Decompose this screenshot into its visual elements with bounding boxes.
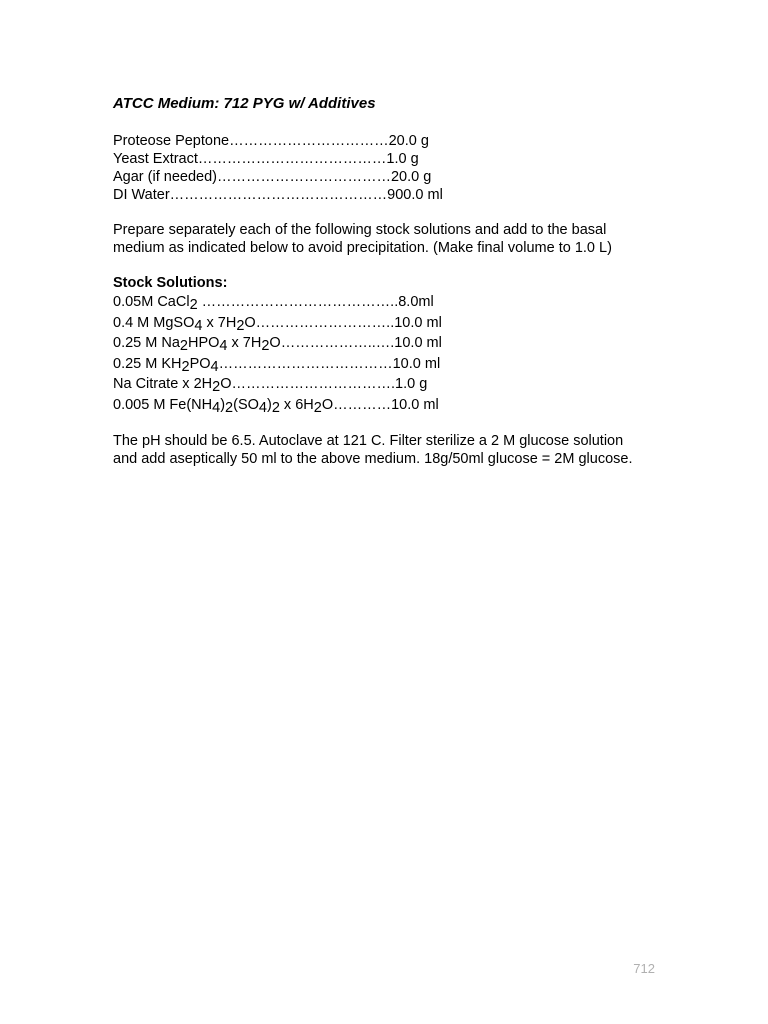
formula-subscript: 2	[181, 358, 190, 375]
formula-subscript: 4	[194, 317, 203, 334]
formula-text: 0.25 M KH	[113, 355, 182, 372]
formula-text: O	[244, 314, 256, 331]
formula-text: O	[220, 376, 232, 392]
notes-paragraph	[113, 432, 673, 468]
formula-text: )	[220, 396, 226, 413]
ingredient-amount: 20.0 g	[390, 169, 432, 185]
ingredient-name: Proteose Peptone	[113, 133, 230, 149]
stock-line	[113, 292, 673, 313]
stock-name	[113, 335, 281, 354]
leader-dots: ………………………..	[255, 314, 395, 331]
leader-dots: ………………………………	[216, 169, 391, 185]
formula-text: x 7H	[227, 335, 262, 351]
ingredient-line	[113, 186, 673, 204]
stock-solutions-heading: Stock Solutions:	[113, 275, 228, 291]
formula-subscript: 4	[258, 399, 267, 416]
formula-subscript: 2	[261, 338, 270, 354]
instructions-line: Prepare separately each of the following stock solutions and add to the basal	[113, 222, 607, 238]
ingredient-amount: 1.0 g	[386, 151, 419, 167]
formula-subscript: 2	[179, 338, 188, 354]
stock-amount: 10.0 ml	[392, 355, 441, 372]
formula-text: )	[266, 396, 272, 413]
document-content	[113, 94, 673, 468]
leader-dots: ………………..….	[280, 335, 395, 351]
ingredient-list	[113, 132, 673, 204]
ingredient-name: Agar (if needed)	[113, 169, 217, 185]
formula-subscript: 2	[313, 399, 322, 416]
stock-amount: 8.0ml	[398, 294, 434, 310]
formula-text: HPO	[187, 335, 220, 351]
page-number: 712	[633, 961, 655, 976]
formula-text: PO	[189, 355, 211, 372]
formula-subscript: 4	[210, 358, 219, 375]
notes-line: and add aseptically 50 ml to the above medium. 18g/50ml glucose = 2M glucose.	[113, 451, 633, 467]
formula-subscript: 2	[189, 297, 198, 313]
stock-name	[113, 314, 256, 334]
stock-amount: 10.0 ml	[391, 396, 439, 413]
formula-subscript: 2	[212, 379, 221, 395]
ingredient-name: Yeast Extract	[113, 151, 198, 167]
ingredient-name: DI Water	[113, 187, 170, 203]
formula-text: Na Citrate x 2H	[113, 376, 213, 392]
formula-text: 0.4 M MgSO	[113, 314, 195, 331]
instructions-paragraph	[113, 221, 673, 257]
formula-text: 0.05M CaCl	[113, 294, 190, 310]
stock-line	[113, 313, 673, 334]
formula-subscript: 2	[271, 399, 280, 416]
leader-dots: ………………………………	[218, 355, 393, 372]
leader-dots: …………	[333, 396, 392, 413]
formula-text: x 6H	[279, 396, 314, 413]
stock-solution-list	[113, 292, 673, 415]
stock-line	[113, 354, 673, 375]
ingredient-amount: 20.0 g	[388, 133, 429, 149]
stock-amount: 10.0 ml	[394, 335, 442, 351]
stock-name	[113, 294, 198, 313]
formula-text: O	[269, 335, 281, 351]
stock-name	[113, 355, 219, 375]
leader-dots: …………………………………	[197, 151, 387, 167]
stock-amount: 10.0 ml	[394, 314, 442, 331]
stock-line	[113, 374, 673, 395]
stock-name	[113, 376, 232, 395]
formula-subscript: 2	[236, 317, 245, 334]
stock-name	[113, 396, 334, 416]
ingredient-line	[113, 150, 673, 168]
leader-dots: …………………………….	[231, 376, 396, 392]
stock-amount: 1.0 g	[395, 376, 428, 392]
notes-line: The pH should be 6.5. Autoclave at 121 C. Filter sterilize a 2 M glucose solution	[113, 433, 624, 449]
formula-subscript: 2	[225, 399, 234, 416]
ingredient-amount: 900.0 ml	[387, 187, 443, 203]
formula-text: x 7H	[202, 314, 237, 331]
formula-subscript: 4	[212, 399, 221, 416]
formula-text: 0.005 M Fe(NH	[113, 396, 213, 413]
ingredient-line	[113, 132, 673, 150]
formula-text: (SO	[233, 396, 259, 413]
formula-subscript: 4	[219, 338, 228, 354]
stock-line	[113, 395, 673, 416]
leader-dots: ……………………………	[229, 133, 389, 149]
instructions-line: medium as indicated below to avoid precipitation. (Make final volume to 1.0 L)	[113, 240, 612, 256]
ingredient-line	[113, 168, 673, 186]
leader-dots: …………………………………..	[197, 294, 399, 310]
formula-text: O	[321, 396, 334, 413]
leader-dots: ………………………………………	[169, 187, 388, 203]
document-title: ATCC Medium: 712 PYG w/ Additives	[113, 95, 376, 112]
formula-text: 0.25 M Na	[113, 335, 180, 351]
stock-line	[113, 333, 673, 354]
